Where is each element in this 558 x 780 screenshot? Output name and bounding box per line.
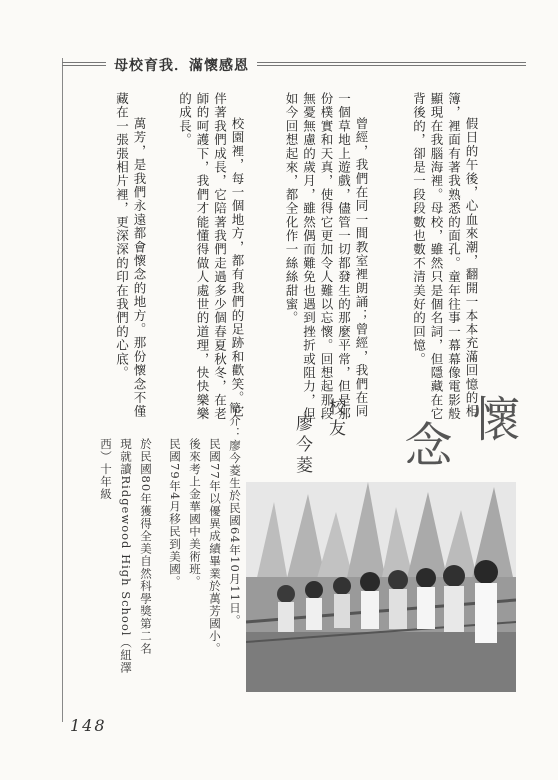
article-paragraph-1: 假日的午後，心血來潮，翻開一本本充滿回憶的相簿，裡面有著我熟悉的面孔。童年往事一幕幕像電影般顯現在我腦海裡。母校，雖然只是個名詞，但隱藏在它背後的，卻是一段段數也數不清美好的回憶。 [411, 92, 479, 421]
photo-illustration [246, 482, 516, 692]
author-name: 廖今菱 [292, 414, 312, 477]
article-paragraph-3: 校園裡，每一個地方，都有我們的足跡和歡笑。它伴著我們成長，它陪著我們走過多少個春夏秋冬，在老師的呵護下，我們才能懂得做人處世的道理，快快樂樂的成長。 [177, 92, 245, 421]
bio-line-1: 簡介：廖今菱生於民國64年10月11日。 [228, 402, 242, 627]
bio-line-6: 現就讀Ridgewood High School（紐澤 [119, 438, 133, 674]
bio-line-3: 後來考上金華國中美術班。 [188, 438, 202, 588]
article-paragraph-4: 萬芳，是我們永遠都會懷念的地方。那份懷念不僅藏在一張張相片裡，更深深的印在我們的心底。 [114, 92, 147, 419]
bio-line-5: 於民國80年獲得全美自然科學獎第二名 [139, 438, 153, 655]
section-header-title: 母校育我．滿懷感恩 [106, 55, 257, 75]
bio-line-4: 民國79年4月移民到美國。 [168, 438, 182, 588]
bio-line-7: 西）十年級 [99, 438, 113, 501]
article-title-part-2: 念 [396, 420, 452, 468]
author-label: 校友 [325, 398, 345, 440]
article-title-part-1: 懷 [464, 394, 520, 442]
class-photo [246, 482, 516, 692]
article-paragraph-2: 曾經，我們在同一間教室裡朗誦；曾經，我們在同一個草地上遊戲，儘管一切都發生的那麼平常，但是那份樸實和天真，使得它更加令人難以忘懷。回想起那段無憂無慮的歲月，雖然偶而難免也遇到挫折或阻力，但如今回想起來，都全化作一絲絲甜蜜。 [284, 92, 369, 421]
page-number: 148 [70, 716, 107, 735]
bio-line-2: 民國77年以優異成績畢業於萬芳國小。 [208, 438, 222, 655]
